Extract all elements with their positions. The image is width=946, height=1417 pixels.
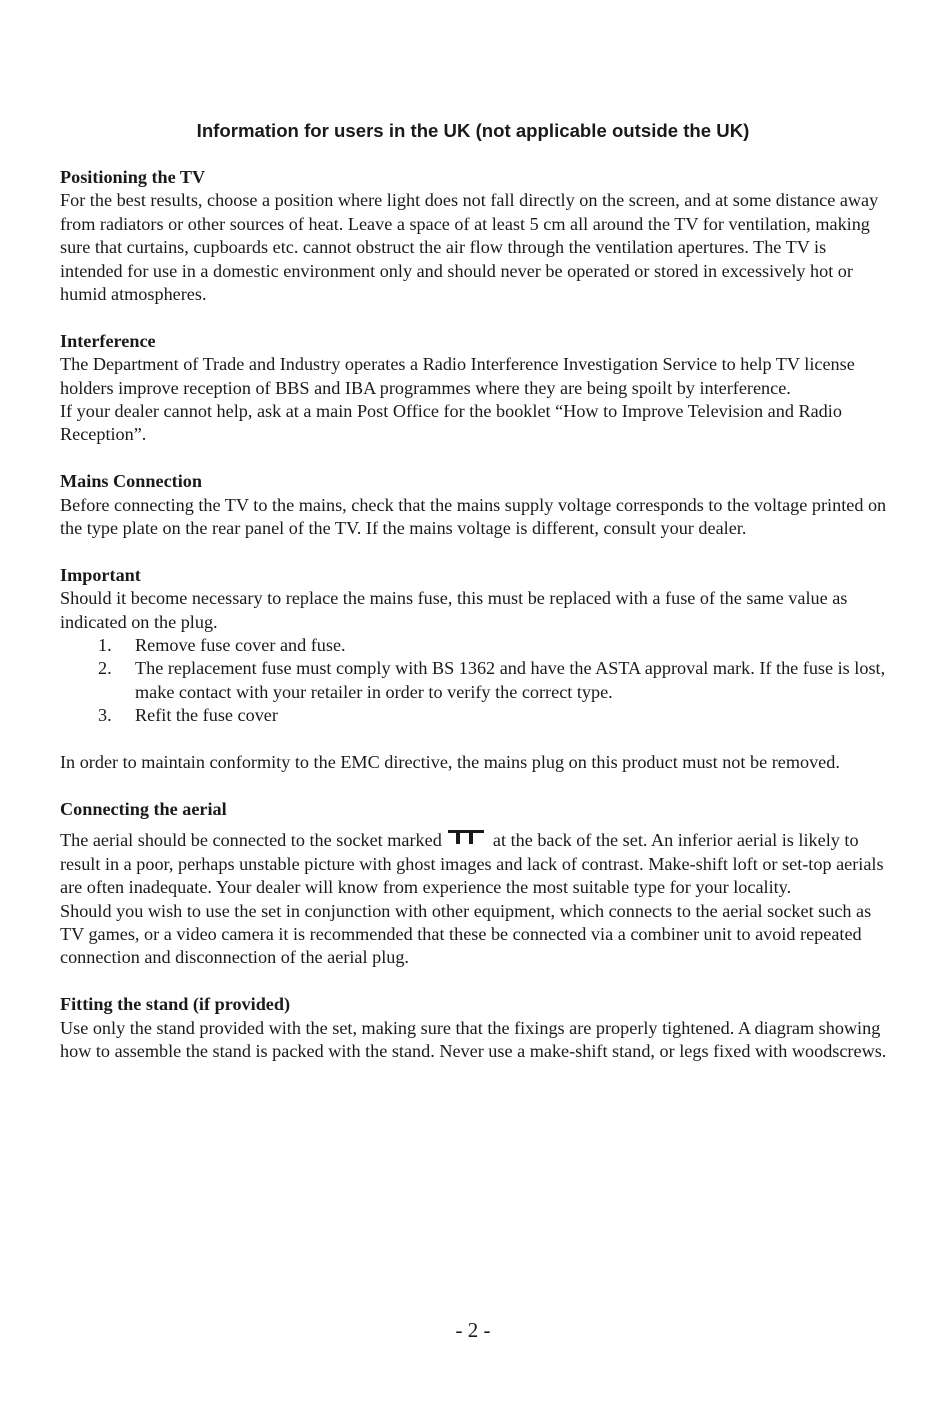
section-fitting-stand — [60, 993, 890, 1063]
list-item — [60, 634, 890, 657]
section-interference — [60, 330, 890, 447]
list-item-text: Refit the fuse cover — [135, 705, 278, 726]
section-paragraph: Should you wish to use the set in conjunction with other equipment, which connects to the aerial socket such as TV games, or a video camera it is recommended that these be connected via a combiner unit to avoid repeated connection and disconnection of the aerial plug. — [60, 900, 872, 968]
section-paragraph: Should it become necessary to replace the mains fuse, this must be replaced with a fuse of the same value as indicated on the plug. — [60, 588, 848, 632]
section-emc-note — [60, 751, 890, 774]
section-heading: Important — [60, 564, 141, 585]
section-heading: Interference — [60, 330, 156, 351]
list-item-number: 3. — [98, 705, 112, 726]
section-positioning — [60, 166, 890, 306]
section-heading: Fitting the stand (if provided) — [60, 994, 291, 1015]
page-title: Information for users in the UK (not applicable outside the UK) — [196, 120, 750, 141]
section-heading: Connecting the aerial — [60, 798, 227, 819]
document-body — [60, 166, 890, 1087]
section-connecting-aerial — [60, 798, 890, 970]
list-item-number: 1. — [98, 635, 112, 656]
section-paragraph: Before connecting the TV to the mains, check that the mains supply voltage corresponds to the voltage printed on the type plate on the rear panel of the TV. If the mains voltage is different, consult your dealer. — [60, 494, 887, 539]
section-mains-connection — [60, 470, 890, 540]
section-paragraph: Use only the stand provided with the set, making sure that the fixings are properly tightened. A diagram showing how to assemble the stand is packed with the stand. Never use a make-shift stand, or legs fixed with woodscrews. — [60, 1017, 887, 1061]
list-item-text: Remove fuse cover and fuse. — [135, 635, 346, 656]
section-heading: Positioning the TV — [60, 167, 206, 187]
section-paragraph: For the best results, choose a position where light does not fall directly on the screen, and at some distance away from radiators or other sources of heat. Leave a space of at least 5 cm all around the TV for ventilation, making sure that curtains, cupboards etc. cannot obstruct the air flow through the ventilation apertures. The TV is intended for use in a domestic environment only and should never be operated or stored in excessively hot or humid atmospheres. — [60, 190, 879, 305]
list-item — [60, 704, 890, 727]
section-paragraph: In order to maintain conformity to the EMC directive, the mains plug on this product must not be removed. — [60, 752, 840, 773]
aerial-text-before: The aerial should be connected to the socket marked — [60, 830, 442, 851]
aerial-text-after: at the back of the set. An inferior aerial is likely to result in a poor, perhaps unstable picture with ghost images and lack of contrast. Make-shift loft or set-top aerials are often inadequate. Your dealer will know from experience the most suitable type for your locality. — [60, 830, 884, 898]
page-number: - 2 - — [455, 1318, 491, 1342]
section-paragraph — [60, 827, 890, 899]
list-item-number: 2. — [98, 658, 112, 679]
section-paragraph: The Department of Trade and Industry operates a Radio Interference Investigation Service to help TV license holders improve reception of BBS and IBA programmes where they are being spoilt by interference. — [60, 354, 855, 398]
aerial-socket-icon — [448, 827, 484, 841]
section-paragraph: If your dealer cannot help, ask at a main Post Office for the booklet “How to Improve Television and Radio Reception”. — [60, 401, 842, 445]
section-important — [60, 564, 890, 728]
fuse-steps-list — [60, 634, 890, 728]
list-item — [60, 657, 890, 704]
section-heading: Mains Connection — [60, 471, 202, 492]
list-item-text: The replacement fuse must comply with BS 1362 and have the ASTA approval mark. If the fuse is lost, make contact with your retailer in order to verify the correct type. — [135, 658, 886, 702]
